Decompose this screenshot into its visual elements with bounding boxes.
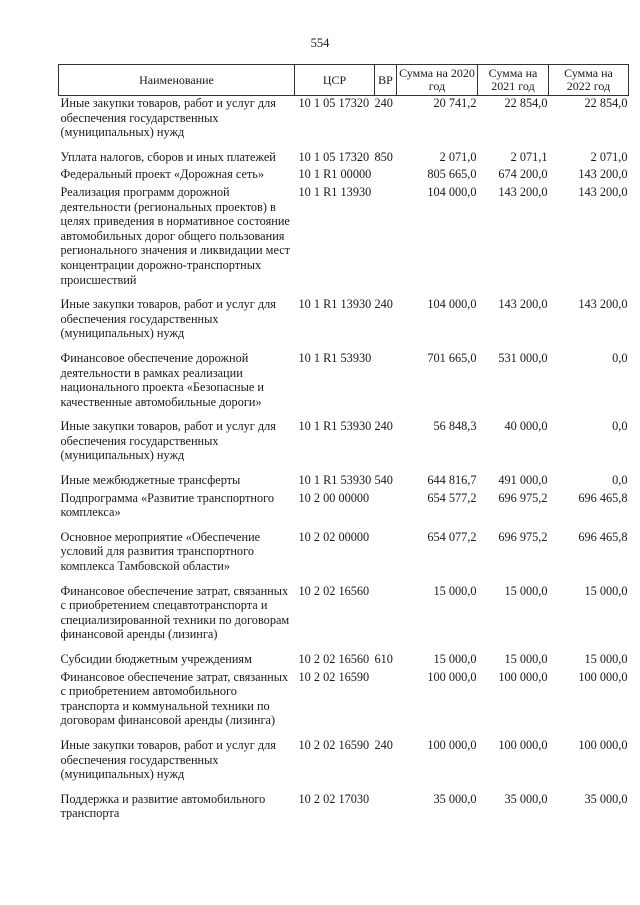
cell-vr: [375, 167, 397, 185]
table-row: [59, 530, 629, 584]
cell-sum-2021: 143 200,0: [498, 184, 548, 199]
cell-sum-2020: 2 071,0: [439, 149, 477, 164]
cell-csr: 10 1 R1 53930: [298, 419, 372, 434]
table-header-row: [59, 65, 629, 96]
cell-sum-2021: 35 000,0: [504, 791, 548, 806]
cell-csr: 10 2 02 17030: [298, 791, 370, 806]
header-name: Наименование: [59, 65, 295, 96]
header-sum-2020: Сумма на 2020 год: [397, 65, 478, 96]
table-row: [59, 185, 629, 297]
cell-name: Основное мероприятие «Обеспечение условий для развития транспортного комплекса Тамбовской области»: [60, 529, 261, 574]
cell-sum-2022: 143 200,0: [578, 167, 628, 182]
table-row: [59, 738, 629, 792]
cell-name: Уплата налогов, сборов и иных платежей: [60, 149, 276, 164]
table-row: [59, 96, 629, 150]
cell-sum-2020: 35 000,0: [433, 791, 477, 806]
table-row: [59, 584, 629, 652]
cell-sum-2021: 696 975,2: [498, 529, 548, 544]
table-row: [59, 473, 629, 491]
cell-name: Подпрограмма «Развитие транспортного комплекса»: [60, 490, 275, 520]
cell-name: Федеральный проект «Дорожная сеть»: [60, 167, 265, 182]
cell-name: Финансовое обеспечение затрат, связанных с приобретением спецавтотранспорта и специализированной техники по договорам финансовой аренды (лизинга): [60, 583, 290, 642]
header-vr: ВР: [375, 65, 397, 96]
cell-csr: 10 2 02 16590: [298, 669, 370, 684]
cell-sum-2020: 104 000,0: [427, 297, 477, 312]
cell-sum-2022: 696 465,8: [578, 490, 628, 505]
cell-sum-2020: 701 665,0: [427, 350, 477, 365]
cell-name: Финансовое обеспечение затрат, связанных с приобретением автомобильного транспорта и коммунальной техники по договорам финансовой аренды (лизинга): [60, 669, 289, 728]
cell-name: Иные закупки товаров, работ и услуг для обеспечения государственных (муниципальных) нужд: [60, 419, 276, 463]
cell-sum-2021: 100 000,0: [498, 669, 548, 684]
cell-name: Финансовое обеспечение дорожной деятельности в рамках реализации национального проекта «Безопасные и качественные автомобильные дороги»: [60, 350, 264, 409]
cell-csr: 10 2 02 16560: [298, 652, 370, 666]
cell-sum-2022: 0,0: [612, 473, 628, 488]
cell-name: Поддержка и развитие автомобильного транспорта: [60, 791, 266, 821]
cell-name: Иные закупки товаров, работ и услуг для обеспечения государственных (муниципальных) нужд: [60, 737, 276, 782]
cell-vr: [375, 185, 397, 297]
cell-sum-2021: 531 000,0: [498, 350, 548, 365]
cell-csr: 10 1 R1 00000: [298, 167, 372, 182]
table-row: [59, 491, 629, 530]
header-sum-2021: Сумма на 2021 год: [478, 65, 549, 96]
cell-csr: 10 1 05 17320: [298, 96, 370, 110]
cell-vr: 240: [374, 419, 393, 434]
cell-sum-2020: 654 077,2: [427, 529, 477, 544]
cell-sum-2022: 696 465,8: [578, 529, 628, 544]
cell-sum-2021: 674 200,0: [498, 167, 548, 182]
budget-table: [58, 64, 629, 831]
cell-sum-2022: 15 000,0: [584, 652, 628, 666]
cell-vr: 540: [374, 473, 393, 488]
page-number: 554: [310, 36, 330, 50]
cell-name: Иные закупки товаров, работ и услуг для обеспечения государственных (муниципальных) нужд: [60, 96, 276, 140]
cell-sum-2022: 100 000,0: [578, 669, 628, 684]
cell-name: Субсидии бюджетным учреждениям: [60, 652, 252, 666]
cell-sum-2021: 15 000,0: [504, 583, 548, 598]
cell-sum-2022: 0,0: [612, 350, 628, 365]
cell-vr: [375, 530, 397, 584]
cell-sum-2021: 15 000,0: [504, 652, 548, 666]
cell-csr: 10 1 R1 53930: [298, 350, 372, 365]
cell-sum-2020: 805 665,0: [427, 167, 477, 182]
cell-csr: 10 1 R1 13930: [298, 297, 372, 312]
cell-sum-2022: 22 854,0: [584, 96, 628, 110]
table-row: [59, 167, 629, 185]
cell-vr: [375, 670, 397, 738]
cell-sum-2022: 143 200,0: [578, 184, 628, 199]
table-row: [59, 297, 629, 351]
table-row: [59, 670, 629, 738]
cell-csr: 10 2 02 16560: [298, 583, 370, 598]
table-row: [59, 652, 629, 670]
cell-sum-2021: 100 000,0: [498, 737, 548, 752]
cell-name: Реализация программ дорожной деятельности (региональных проектов) в целях приведения в нормативное состояние автомобильных дорог общего пользования регионального значения и ликвидации мест концентрации дорожно-транспортных происшествий: [60, 184, 291, 287]
cell-sum-2020: 15 000,0: [433, 583, 477, 598]
cell-sum-2020: 104 000,0: [427, 184, 477, 199]
cell-sum-2020: 644 816,7: [427, 473, 477, 488]
cell-csr: 10 1 R1 53930: [298, 473, 372, 488]
table-row: [59, 419, 629, 473]
cell-sum-2020: 654 577,2: [427, 490, 477, 505]
header-sum-2022: Сумма на 2022 год: [549, 65, 629, 96]
cell-csr: 10 2 02 00000: [298, 529, 370, 544]
cell-vr: [375, 792, 397, 831]
cell-vr: 240: [374, 297, 393, 312]
cell-sum-2021: 491 000,0: [498, 473, 548, 488]
cell-csr: 10 2 00 00000: [298, 490, 370, 505]
cell-sum-2022: 0,0: [612, 419, 628, 434]
cell-vr: [375, 584, 397, 652]
cell-sum-2021: 143 200,0: [498, 297, 548, 312]
cell-csr: 10 2 02 16590: [298, 737, 370, 752]
cell-sum-2021: 2 071,1: [510, 149, 548, 164]
cell-vr: 240: [374, 96, 393, 110]
cell-sum-2020: 100 000,0: [427, 737, 477, 752]
cell-sum-2022: 143 200,0: [578, 297, 628, 312]
cell-sum-2020: 100 000,0: [427, 669, 477, 684]
table-row: [59, 792, 629, 831]
cell-vr: 610: [374, 652, 393, 666]
cell-sum-2022: 15 000,0: [584, 583, 628, 598]
cell-vr: 850: [374, 149, 393, 164]
cell-name: Иные межбюджетные трансферты: [60, 473, 241, 488]
header-csr: ЦСР: [295, 65, 375, 96]
table-row: [59, 150, 629, 168]
cell-sum-2020: 56 848,3: [433, 419, 477, 434]
cell-csr: 10 1 05 17320: [298, 149, 370, 164]
cell-csr: 10 1 R1 13930: [298, 184, 372, 199]
cell-name: Иные закупки товаров, работ и услуг для обеспечения государственных (муниципальных) нужд: [60, 297, 276, 341]
cell-sum-2020: 20 741,2: [433, 96, 477, 110]
cell-sum-2021: 696 975,2: [498, 490, 548, 505]
cell-vr: [375, 491, 397, 530]
cell-vr: [375, 351, 397, 419]
cell-sum-2022: 100 000,0: [578, 737, 628, 752]
cell-sum-2021: 40 000,0: [504, 419, 548, 434]
cell-sum-2022: 35 000,0: [584, 791, 628, 806]
cell-sum-2022: 2 071,0: [590, 149, 628, 164]
cell-vr: 240: [374, 737, 393, 752]
cell-sum-2021: 22 854,0: [504, 96, 548, 110]
cell-sum-2020: 15 000,0: [433, 652, 477, 666]
table-row: [59, 351, 629, 419]
